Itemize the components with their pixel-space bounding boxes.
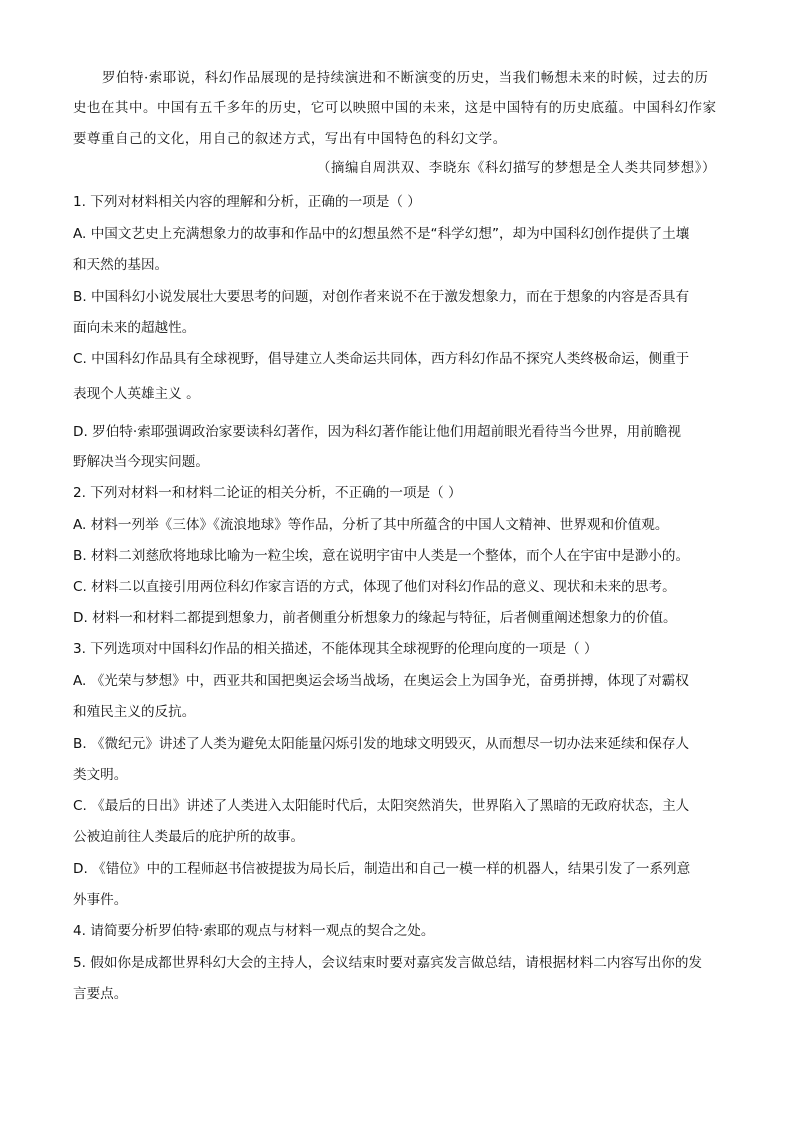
question-1-option-d-line-1: D. 罗伯特·索耶强调政治家要读科幻著作，因为科幻著作能让他们用超前眼光看待当今世界，用前瞻视: [73, 424, 681, 440]
question-3-option-b-line-1: B. 《微纪元》讲述了人类为避免太阳能量闪烁引发的地球文明毁灭，从而想尽一切办法来延续和保存人: [73, 736, 690, 752]
question-3-stem: 3. 下列选项对中国科幻作品的相关描述，不能体现其全球视野的伦理向度的一项是（ ）: [73, 641, 598, 657]
question-5-stem-line-2: 言要点。: [73, 986, 128, 1002]
question-3-option-a-line-1: A. 《光荣与梦想》中，西亚共和国把奥运会场当战场，在奥运会上为国争光，奋勇拼搏，体现了对霸权: [73, 673, 689, 689]
question-3-option-d-line-2: 外事件。: [73, 892, 128, 908]
question-3-option-d-line-1: D. 《错位》中的工程师赵书信被提拔为局长后，制造出和自己一模一样的机器人，结果引发了一系列意: [73, 861, 691, 877]
question-1-option-b-line-2: 面向未来的超越性。: [73, 320, 196, 336]
question-1-option-a-line-1: A. 中国文艺史上充满想象力的故事和作品中的幻想虽然不是“科学幻想”，却为中国科幻创作提供了土壤: [73, 226, 690, 242]
question-3-option-b-line-2: 类文明。: [73, 767, 128, 783]
question-3-option-c-line-2: 公被迫前往人类最后的庇护所的故事。: [73, 829, 305, 845]
question-1-option-d-line-2: 野解决当今现实问题。: [73, 454, 209, 470]
question-4-stem: 4. 请简要分析罗伯特·索耶的观点与材料一观点的契合之处。: [73, 923, 435, 939]
question-2-option-d: D. 材料一和材料二都提到想象力，前者侧重分析想象力的缘起与特征，后者侧重阐述想象力的价值。: [73, 610, 677, 626]
question-2-option-a: A. 材料一列举《三体》《流浪地球》等作品，分析了其中所蕴含的中国人文精神、世界观和价值观。: [73, 517, 669, 533]
question-1-option-a-line-2: 和天然的基因。: [73, 257, 169, 273]
passage-line-3: 要尊重自己的文化，用自己的叙述方式，写出有中国特色的科幻文学。: [73, 132, 507, 147]
question-2-option-b: B. 材料二刘慈欣将地球比喻为一粒尘埃，意在说明宇宙中人类是一个整体，而个人在宇宙中是渺小的。: [73, 548, 690, 564]
question-2-stem: 2. 下列对材料一和材料二论证的相关分析，不正确的一项是（ ）: [73, 485, 462, 501]
question-1-option-b-line-1: B. 中国科幻小说发展壮大要思考的问题，对创作者来说不在于激发想象力，而在于想象的内容是否具有: [73, 289, 690, 305]
question-5-stem-line-1: 5. 假如你是成都世界科幻大会的主持人，会议结束时要对嘉宾发言做总结，请根据材料二内容写出你的发: [73, 955, 703, 971]
question-3-option-a-line-2: 和殖民主义的反抗。: [73, 704, 196, 720]
passage-line-1: 罗伯特·索耶说，科幻作品展现的是持续演进和不断演变的历史，当我们畅想未来的时候，过去的历: [102, 71, 709, 86]
question-1-option-c-line-1: C. 中国科幻作品具有全球视野，倡导建立人类命运共同体，西方科幻作品不探究人类终极命运，侧重于: [73, 351, 690, 367]
question-1-option-c-line-2: 表现个人英雄主义 。: [73, 386, 200, 402]
question-1-stem: 1. 下列对材料相关内容的理解和分析，正确的一项是（ ）: [73, 194, 421, 210]
question-3-option-c-line-1: C. 《最后的日出》讲述了人类进入太阳能时代后，太阳突然消失，世界陷入了黑暗的无政府状态，主人: [73, 798, 690, 814]
passage-citation: （摘编自周洪双、李晓东《科幻描写的梦想是全人类共同梦想》）: [316, 161, 716, 176]
question-2-option-c: C. 材料二以直接引用两位科幻作家言语的方式，体现了他们对科幻作品的意义、现状和未来的思考。: [73, 579, 676, 595]
passage-line-2: 史也在其中。中国有五千多年的历史，它可以映照中国的未来，这是中国特有的历史底蕴。中国科幻作家: [73, 101, 717, 116]
